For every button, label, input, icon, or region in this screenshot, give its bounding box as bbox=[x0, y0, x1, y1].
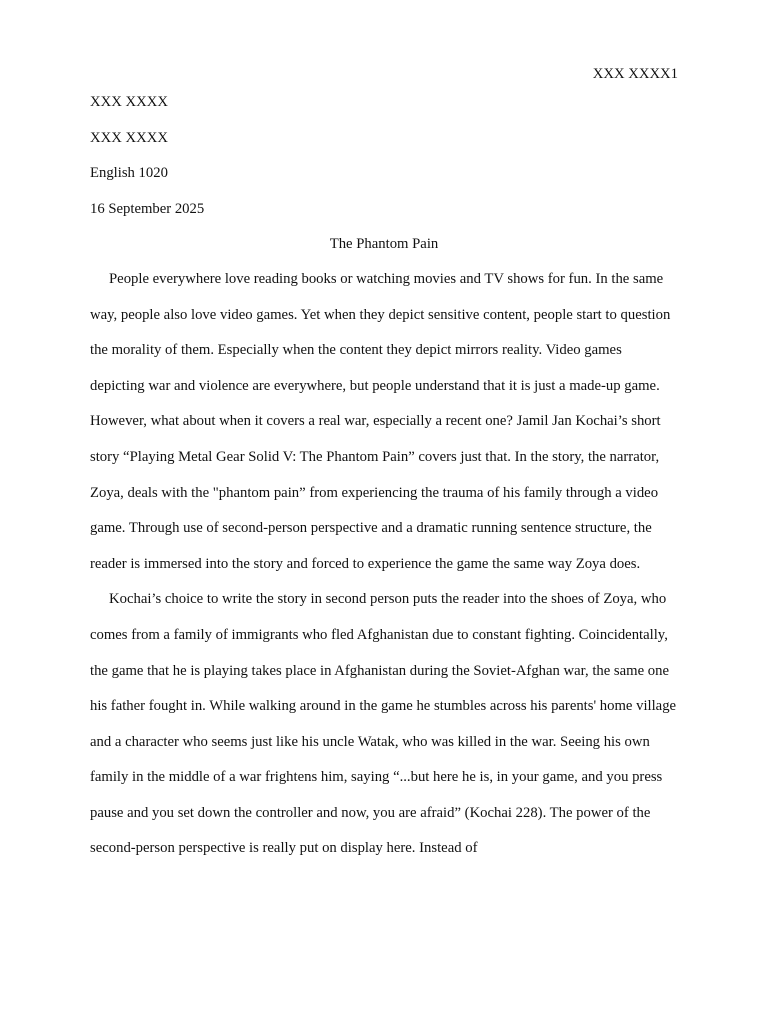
mla-heading bbox=[90, 92, 678, 867]
instructor-name: XXX XXXX bbox=[90, 129, 168, 146]
student-name: XXX XXXX bbox=[90, 94, 168, 110]
essay-date: 16 September 2025 bbox=[90, 200, 205, 217]
body-paragraph-2: Kochai’s choice to write the story in second person puts the reader into the shoes of Zoya, who comes from a family of immigrants who fled Afghanistan due to constant fighting. Coincidentally, the game that he is playing takes place in Afghanistan during the Soviet-Afghan war, the same one his father fought in. While walking around in the game he stumbles across his parents' home village and a character who seems just like his uncle Watak, who was killed in the war. Seeing his own family in the middle of a war frightens him, saying “...but here he is, in your game, and you press pause and you set down the controller and now, you are afraid” (Kochai 228). The power of the second-person perspective is really put on display here. Instead of bbox=[90, 591, 677, 857]
essay-title: The Phantom Pain bbox=[329, 236, 439, 253]
running-head: XXX XXXX1 bbox=[592, 66, 678, 82]
body-paragraph-1: People everywhere love reading books or watching movies and TV shows for fun. In the same way, people also love video games. Yet when they depict sensitive content, people start to question the morality of them. Especially when the content they depict mirrors reality. Video games depicting war and violence are everywhere, but people understand that it is just a made-up game. However, what about when it covers a real war, especially a recent one? Jamil Jan Kochai’s short story “Playing Metal Gear Solid V: The Phantom Pain” covers just that. In the story, the narrator, Zoya, deals with the "phantom pain” from experiencing the trauma of his family through a video game. Through use of second-person perspective and a dramatic running sentence structure, the reader is immersed into the story and forced to experience the game the same way Zoya does. bbox=[90, 270, 671, 572]
document-page bbox=[90, 0, 678, 1024]
course-name: English 1020 bbox=[90, 165, 168, 182]
essay-body bbox=[90, 262, 678, 867]
